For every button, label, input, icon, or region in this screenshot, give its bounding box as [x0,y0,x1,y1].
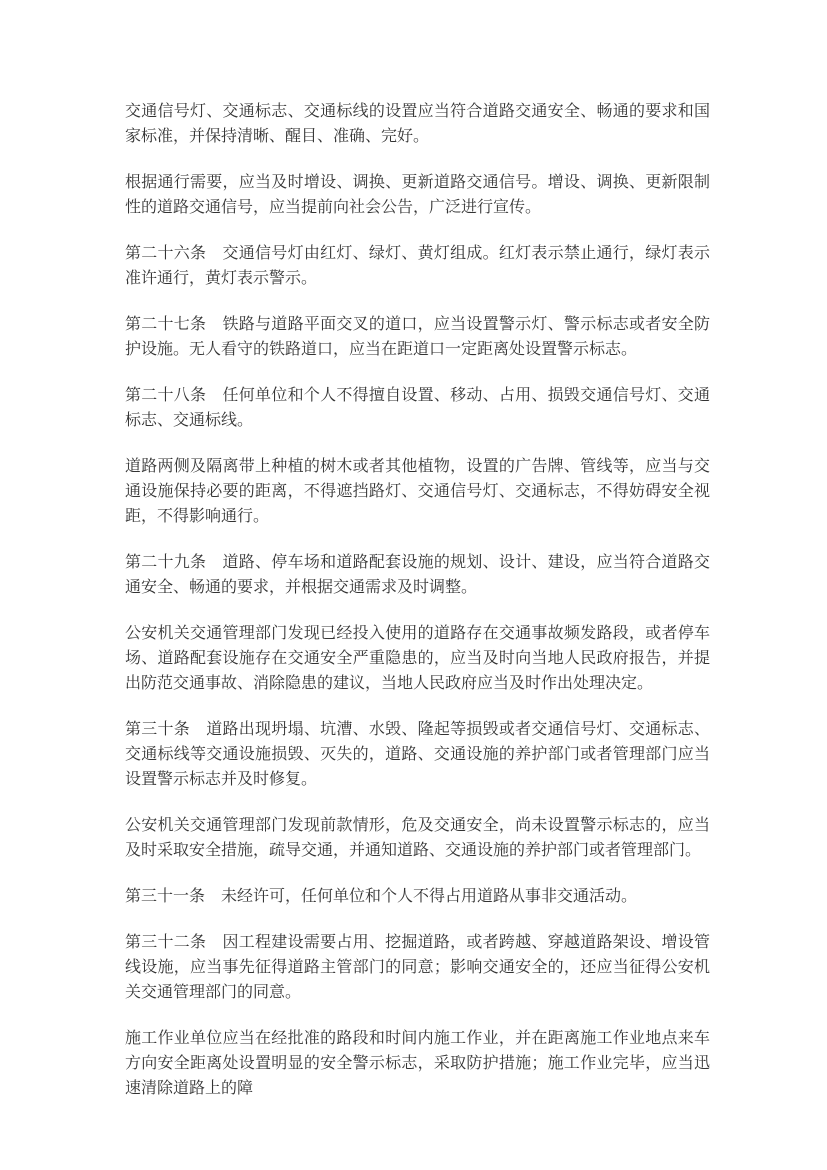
paragraph: 第二十九条 道路、停车场和道路配套设施的规划、设计、建设，应当符合道路交通安全、畅通的要求，并根据交通需求及时调整。 [125,554,710,596]
document-body [125,99,710,1101]
paragraph: 公安机关交通管理部门发现前款情形，危及交通安全，尚未设置警示标志的，应当及时采取安全措施，疏导交通，并通知道路、交通设施的养护部门或者管理部门。 [125,817,710,859]
paragraph: 施工作业单位应当在经批准的路段和时间内施工作业，并在距离施工作业地点来车方向安全距离处设置明显的安全警示标志，采取防护措施；施工作业完毕，应当迅速清除道路上的障 [125,1030,710,1097]
paragraph: 根据通行需要，应当及时增设、调换、更新道路交通信号。增设、调换、更新限制性的道路交通信号，应当提前向社会公告，广泛进行宣传。 [125,174,710,216]
paragraph: 第三十二条 因工程建设需要占用、挖掘道路，或者跨越、穿越道路架设、增设管线设施，应当事先征得道路主管部门的同意；影响交通安全的，还应当征得公安机关交通管理部门的同意。 [125,934,710,1001]
paragraph: 第二十六条 交通信号灯由红灯、绿灯、黄灯组成。红灯表示禁止通行，绿灯表示准许通行，黄灯表示警示。 [125,245,710,287]
paragraph: 交通信号灯、交通标志、交通标线的设置应当符合道路交通安全、畅通的要求和国家标准，并保持清晰、醒目、准确、完好。 [125,103,710,145]
paragraph: 公安机关交通管理部门发现已经投入使用的道路存在交通事故频发路段，或者停车场、道路配套设施存在交通安全严重隐患的，应当及时向当地人民政府报告，并提出防范交通事故、消除隐患的建议，当地人民政府应当及时作出处理决定。 [125,625,710,692]
paragraph: 第三十一条 未经许可，任何单位和个人不得占用道路从事非交通活动。 [125,888,638,905]
paragraph: 第三十条 道路出现坍塌、坑漕、水毁、隆起等损毁或者交通信号灯、交通标志、交通标线等交通设施损毁、灭失的，道路、交通设施的养护部门或者管理部门应当设置警示标志并及时修复。 [125,721,710,788]
paragraph: 道路两侧及隔离带上种植的树木或者其他植物，设置的广告牌、管线等，应当与交通设施保持必要的距离，不得遮挡路灯、交通信号灯、交通标志，不得妨碍安全视距，不得影响通行。 [125,458,710,525]
paragraph: 第二十七条 铁路与道路平面交叉的道口，应当设置警示灯、警示标志或者安全防护设施。无人看守的铁路道口，应当在距道口一定距离处设置警示标志。 [125,316,710,358]
paragraph: 第二十八条 任何单位和个人不得擅自设置、移动、占用、损毁交通信号灯、交通标志、交通标线。 [125,387,710,429]
